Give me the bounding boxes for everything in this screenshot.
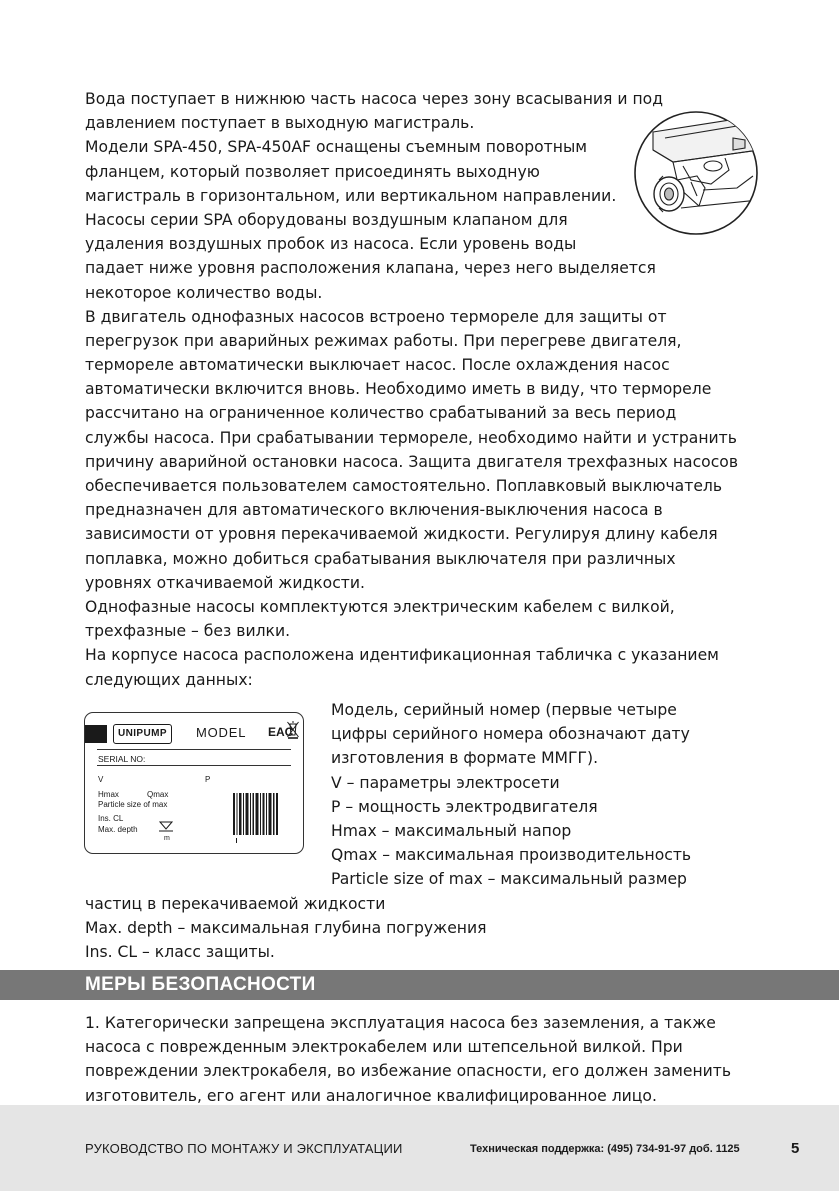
footer-manual-title: РУКОВОДСТВО ПО МОНТАЖУ И ЭКСПЛУАТАЦИИ — [85, 1141, 403, 1156]
text-line: поплавка, можно добиться срабатывания выключателя при различных — [85, 549, 676, 568]
text-line: Модели SPA-450, SPA-450AF оснащены съемным поворотным — [85, 138, 588, 157]
text-line: V – параметры электросети — [331, 773, 560, 792]
text-line: Max. depth – максимальная глубина погружения — [85, 919, 487, 938]
plate-divider — [97, 749, 291, 750]
flange-detail-illustration — [633, 110, 759, 236]
text-line: Particle size of max – максимальный размер — [331, 870, 687, 889]
text-line: обеспечивается пользователем самостоятельно. Поплавковый выключатель — [85, 477, 723, 495]
plate-divider — [97, 765, 291, 766]
text-line: повреждении электрокабеля, во избежание опасности, его должен заменить — [85, 1062, 732, 1081]
weee-bin-icon — [287, 721, 299, 739]
text-line: термореле автоматически выключает насос. После охлаждения насос — [85, 356, 670, 375]
plate-hmax-label: Hmax — [98, 790, 119, 799]
text-line: насоса с поврежденным электрокабелем или штепсельной вилкой. При — [85, 1038, 683, 1057]
text-line: причину аварийной остановки насоса. Защита двигателя трехфазных насосов — [85, 452, 739, 471]
text-line: Модель, серийный номер (первые четыре — [331, 701, 677, 719]
text-line: автоматически включится вновь. Необходимо иметь в виду, что термореле — [85, 380, 712, 399]
identification-plate — [84, 712, 304, 854]
text-line: давлением поступает в выходную магистраль. — [85, 114, 475, 133]
text-line: рассчитано на ограниченное количество срабатываний за весь период — [85, 404, 677, 423]
text-line: изготовления в формате ММГГ). — [331, 749, 599, 768]
text-line: Вода поступает в нижнюю часть насоса через зону всасывания и под — [85, 90, 663, 108]
plate-qmax-label: Qmax — [147, 790, 169, 799]
text-line: предназначен для автоматического включения-выключения насоса в — [85, 501, 663, 520]
footer-support-phone: Техническая поддержка: (495) 734-91-97 доб. 1125 — [470, 1143, 740, 1155]
text-line: трехфазные – без вилки. — [85, 622, 291, 641]
barcode-graphic — [233, 793, 279, 845]
text-line: фланцем, который позволяет присоединять выходную — [85, 162, 540, 181]
text-line: На корпусе насоса расположена идентификационная табличка с указанием — [85, 646, 719, 665]
section-heading: МЕРЫ БЕЗОПАСНОСТИ — [0, 970, 839, 1000]
text-line: некоторое количество воды. — [85, 283, 323, 302]
text-line: В двигатель однофазных насосов встроено термореле для защиты от — [85, 307, 667, 326]
text-line: падает ниже уровня расположения клапана, через него выделяется — [85, 259, 656, 278]
text-line: следующих данных: — [85, 670, 253, 689]
page-footer — [0, 1105, 839, 1191]
text-line: 1. Категорически запрещена эксплуатация насоса без заземления, а также — [85, 1014, 716, 1032]
plate-corner-mark — [85, 725, 107, 743]
plate-serial-label: SERIAL NO: — [98, 754, 146, 764]
water-level-icon — [159, 821, 173, 833]
plate-ins-label: Ins. CL — [98, 814, 124, 823]
text-line: Qmax – максимальная производительность — [331, 846, 692, 865]
plate-legend — [331, 698, 691, 892]
page-number: 5 — [791, 1140, 800, 1157]
plate-p-label: P — [205, 775, 211, 784]
text-line: зависимости от уровня перекачиваемой жидкости. Регулируя длину кабеля — [85, 525, 718, 544]
plate-model-label: MODEL — [196, 725, 247, 740]
text-line: изготовитель, его агент или аналогичное квалифицированное лицо. — [85, 1086, 657, 1105]
text-line: частиц в перекачиваемой жидкости — [85, 895, 386, 913]
text-line: P – мощность электродвигателя — [331, 797, 598, 816]
text-line: Hmax – максимальный напор — [331, 821, 572, 840]
plate-legend-continuation — [85, 892, 487, 965]
plate-particle-label: Particle size of max — [98, 800, 168, 809]
plate-v-label: V — [98, 775, 104, 784]
text-line: уровнях откачиваемой жидкости. — [85, 573, 365, 592]
text-line: удаления воздушных пробок из насоса. Если уровень воды — [85, 235, 577, 254]
safety-text — [85, 1011, 731, 1108]
text-line: магистраль в горизонтальном, или вертикальном направлении. — [85, 186, 617, 205]
text-line: Однофазные насосы комплектуются электрическим кабелем с вилкой, — [85, 597, 675, 616]
plate-depth-unit: m — [164, 835, 170, 842]
text-line: Насосы серии SPA оборудованы воздушным клапаном для — [85, 210, 568, 229]
text-line: перегрузок при аварийных режимах работы. При перегреве двигателя, — [85, 331, 682, 350]
text-line: службы насоса. При срабатывании термореле, необходимо найти и устранить — [85, 428, 737, 447]
text-line: Ins. CL – класс защиты. — [85, 943, 275, 962]
plate-brand: UNIPUMP — [113, 724, 172, 744]
plate-eac-mark: EAC — [268, 725, 294, 739]
plate-depth-label: Max. depth — [98, 825, 138, 834]
text-line: цифры серийного номера обозначают дату — [331, 725, 690, 744]
